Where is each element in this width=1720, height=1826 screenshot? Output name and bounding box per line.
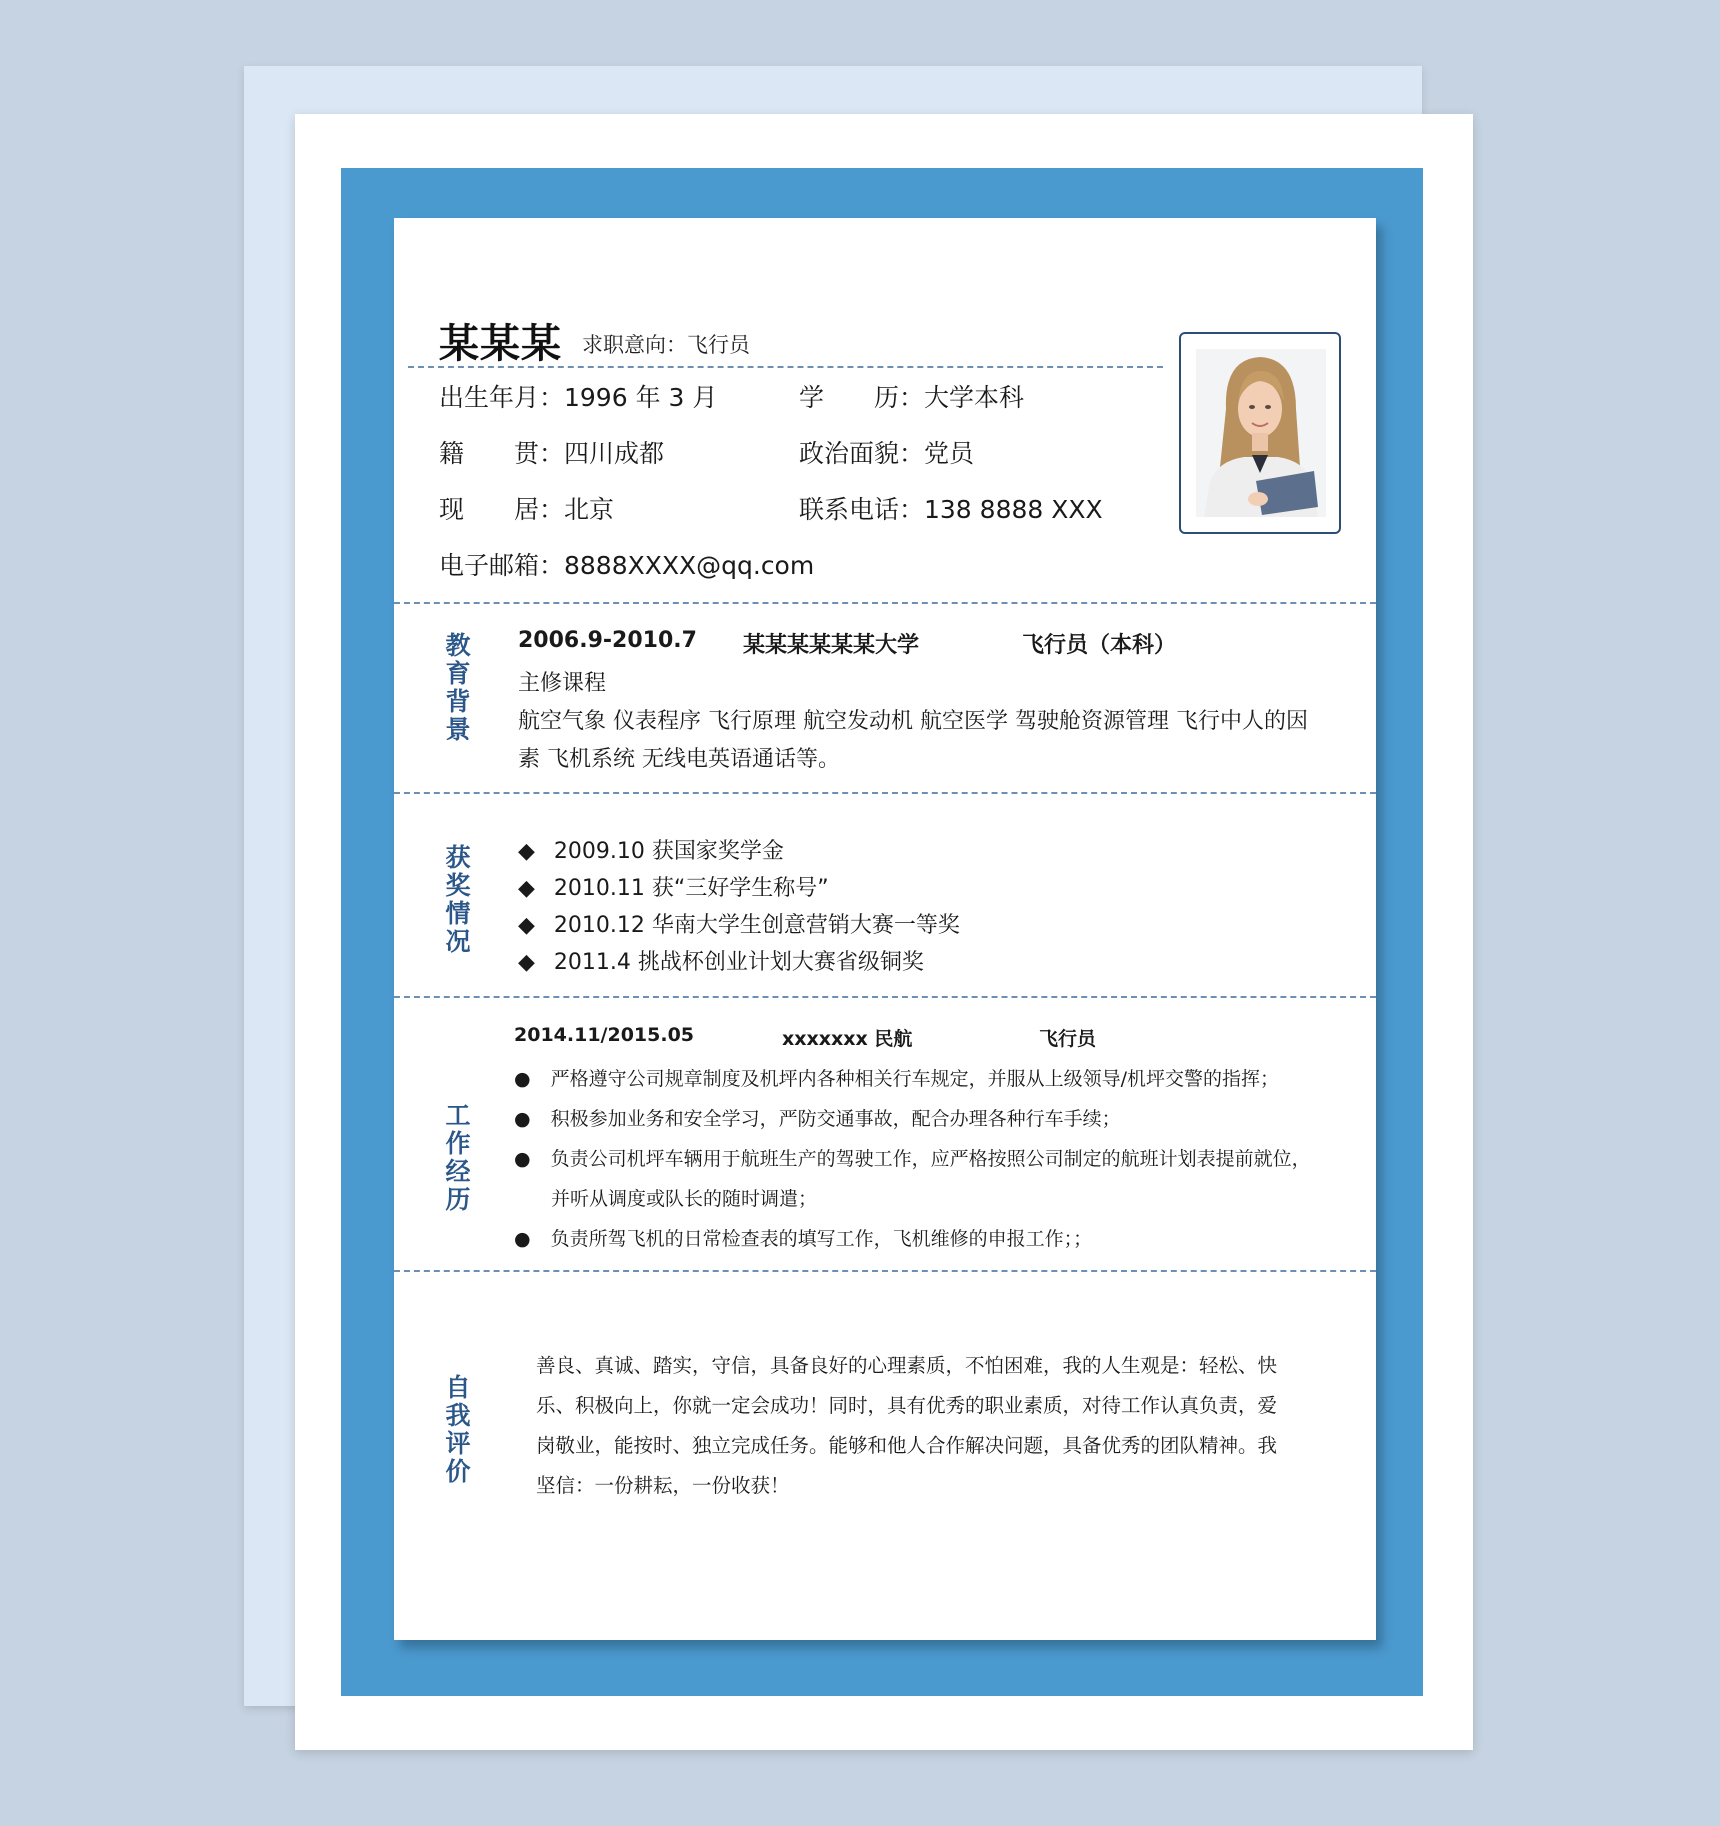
section-divider-education bbox=[394, 602, 1376, 604]
dot-bullet-icon: ● bbox=[514, 1148, 531, 1170]
portrait-illustration bbox=[1196, 349, 1326, 517]
work-duty-item bbox=[514, 1104, 1121, 1131]
dot-bullet-icon: ● bbox=[514, 1108, 531, 1130]
job-intention: 求职意向：飞行员 bbox=[582, 333, 750, 357]
work-duty-text: 负责所驾飞机的日常检查表的填写工作，飞机维修的申报工作；； bbox=[550, 1228, 1093, 1250]
self-eval-text: 善良、真诚、踏实，守信，具备良好的心理素质，不怕困难，我的人生观是：轻松、快乐、积极向上，你就一定会成功！同时，具有优秀的职业素质，对待工作认真负责，爱岗敬业，能按时、独立完成任务。能够和他人合作解决问题，具备优秀的团队精神。我坚信：一份耕耘，一份收获！ bbox=[536, 1354, 1278, 1497]
work-duty-text: 积极参加业务和安全学习，严防交通事故，配合办理各种行车手续； bbox=[550, 1108, 1121, 1130]
work-duty-text: 负责公司机坪车辆用于航班生产的驾驶工作，应严格按照公司制定的航班计划表提前就位， bbox=[550, 1148, 1311, 1170]
education-major: 飞行员（本科） bbox=[1022, 633, 1177, 658]
award-item bbox=[518, 834, 784, 865]
work-duty-item bbox=[514, 1224, 1092, 1251]
diamond-bullet-icon: ◆ bbox=[518, 913, 535, 938]
award-item bbox=[518, 945, 924, 976]
info-political-status: 政治面貌：党员 bbox=[799, 439, 975, 468]
award-item bbox=[518, 908, 960, 939]
diamond-bullet-icon: ◆ bbox=[518, 950, 535, 975]
education-courses-line2: 素 飞机系统 无线电英语通话等。 bbox=[518, 747, 840, 772]
info-email: 电子邮箱：8888XXXX@qq.com bbox=[439, 551, 815, 580]
education-period: 2006.9-2010.7 bbox=[518, 628, 697, 653]
work-section-title: 工作经历 bbox=[445, 1101, 471, 1214]
awards-section-title: 获奖情况 bbox=[445, 843, 471, 956]
education-section-title: 教育背景 bbox=[445, 631, 471, 744]
info-residence: 现 居：北京 bbox=[439, 495, 615, 524]
award-item bbox=[518, 871, 829, 902]
section-divider-work bbox=[394, 996, 1376, 998]
info-education-level: 学 历：大学本科 bbox=[799, 383, 1025, 412]
work-period: 2014.11/2015.05 bbox=[514, 1024, 695, 1046]
award-text: 2011.4 挑战杯创业计划大赛省级铜奖 bbox=[553, 950, 924, 975]
diamond-bullet-icon: ◆ bbox=[518, 876, 535, 901]
diamond-bullet-icon: ◆ bbox=[518, 839, 535, 864]
resume-page bbox=[394, 218, 1376, 1640]
profile-photo bbox=[1196, 349, 1326, 517]
work-position: 飞行员 bbox=[1039, 1028, 1097, 1050]
profile-photo-frame bbox=[1179, 332, 1341, 534]
award-text: 2009.10 获国家奖学金 bbox=[553, 839, 784, 864]
work-company: xxxxxxx 民航 bbox=[782, 1028, 913, 1050]
award-text: 2010.11 获“三好学生称号” bbox=[553, 876, 829, 901]
education-school: 某某某某某某大学 bbox=[743, 633, 920, 658]
work-duty-text: 严格遵守公司规章制度及机坪内各种相关行车规定，并服从上级领导/机坪交警的指挥； bbox=[550, 1068, 1280, 1090]
work-duty-continuation: 并听从调度或队长的随时调遣； bbox=[551, 1188, 818, 1210]
dot-bullet-icon: ● bbox=[514, 1228, 531, 1250]
info-native-place: 籍 贯：四川成都 bbox=[439, 439, 665, 468]
section-divider-awards bbox=[394, 792, 1376, 794]
work-duty-item bbox=[514, 1144, 1311, 1171]
education-courses-label: 主修课程 bbox=[518, 671, 607, 696]
award-text: 2010.12 华南大学生创意营销大赛一等奖 bbox=[553, 913, 960, 938]
header-divider bbox=[408, 366, 1163, 368]
self-eval-section-title: 自我评价 bbox=[445, 1373, 471, 1486]
dot-bullet-icon: ● bbox=[514, 1068, 531, 1090]
section-divider-self-eval bbox=[394, 1270, 1376, 1272]
info-birth: 出生年月：1996 年 3 月 bbox=[439, 383, 718, 412]
work-duty-item bbox=[514, 1064, 1279, 1091]
info-phone: 联系电话：138 8888 XXX bbox=[799, 495, 1103, 524]
education-courses-line1: 航空气象 仪表程序 飞行原理 航空发动机 航空医学 驾驶舱资源管理 飞行中人的因 bbox=[518, 709, 1308, 734]
candidate-name: 某某某 bbox=[439, 321, 562, 367]
